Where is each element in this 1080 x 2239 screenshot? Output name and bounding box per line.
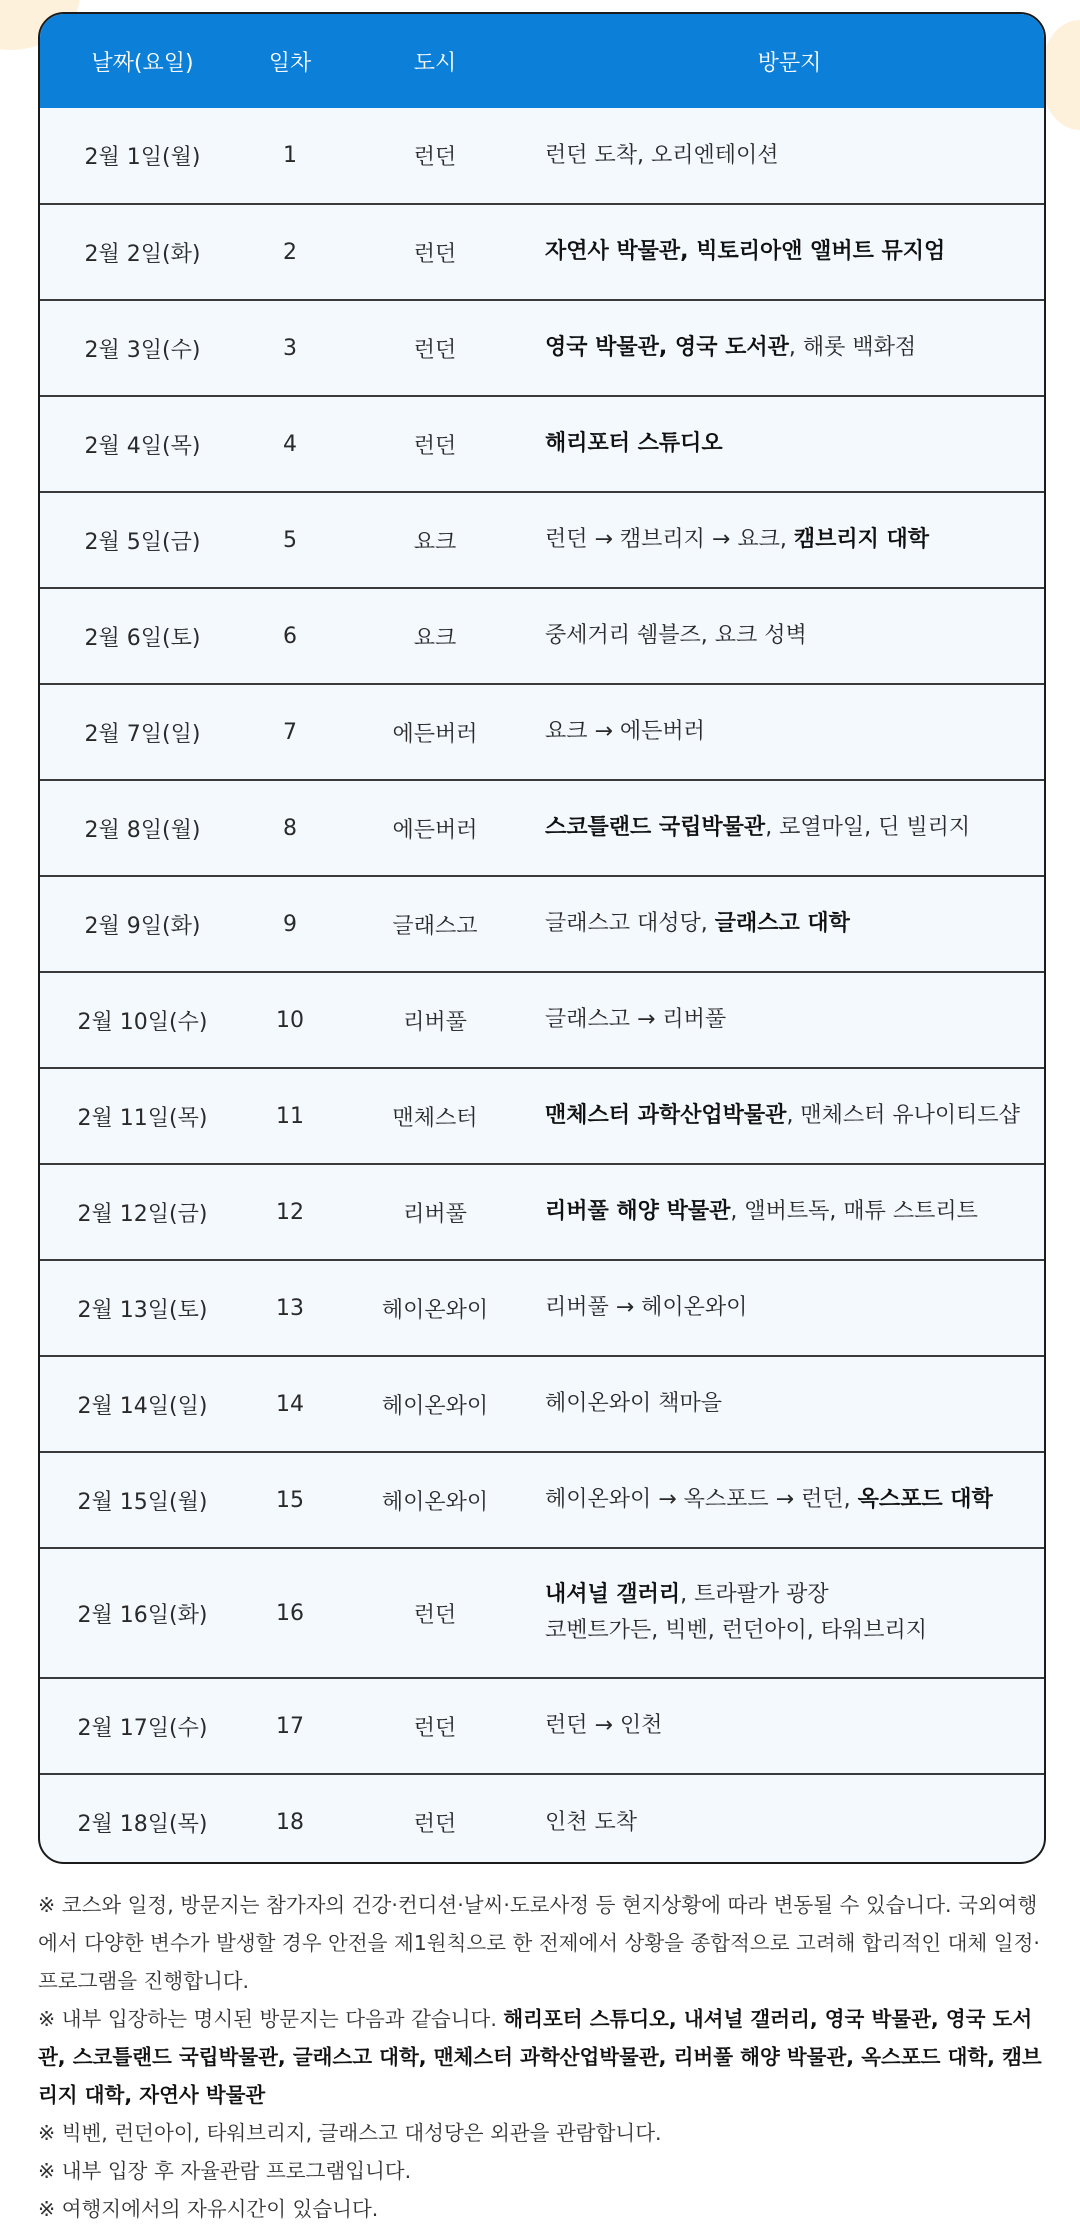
places-cell: [535, 1260, 1044, 1356]
table-row: [40, 876, 1044, 972]
places-line: [545, 138, 1044, 174]
places-line: [545, 234, 1044, 270]
day-number-cell: 17: [276, 1713, 304, 1739]
note-text: ※ 내부 입장하는 명시된 방문지는 다음과 같습니다.: [38, 2007, 504, 2031]
place-highlight: 내셔널 갤러리: [545, 1582, 681, 1607]
table-row: [40, 1356, 1044, 1452]
date-cell: 2월 5일(금): [84, 529, 201, 555]
places-line: [545, 426, 1044, 462]
day-number-cell: 16: [276, 1600, 304, 1626]
table-row: [40, 204, 1044, 300]
city-cell: 글래스고: [392, 913, 478, 939]
places-line: [545, 1386, 1044, 1422]
places-line: [545, 1098, 1044, 1134]
places-line: [545, 1805, 1044, 1841]
table-row: [40, 1164, 1044, 1260]
day-number-cell: 1: [283, 143, 297, 168]
place-text: 헤이온와이 → 옥스포드 → 런던,: [545, 1487, 858, 1512]
date-cell: 2월 17일(수): [77, 1715, 208, 1741]
places-cell: [535, 1356, 1044, 1452]
table-header: [40, 14, 1044, 108]
date-cell: 2월 6일(토): [84, 625, 201, 651]
place-highlight: 글래스고 대학: [714, 911, 850, 936]
note-paragraph: [38, 1886, 1048, 2000]
places-cell: [535, 588, 1044, 684]
header-date: 날짜(요일): [91, 50, 194, 76]
table-row: [40, 300, 1044, 396]
place-highlight: 옥스포드 대학: [857, 1487, 993, 1512]
places-cell: [535, 396, 1044, 492]
day-number-cell: 10: [276, 1007, 304, 1033]
table-row: [40, 396, 1044, 492]
date-cell: 2월 13일(토): [77, 1297, 208, 1323]
day-number-cell: 15: [276, 1487, 304, 1513]
table-row: [40, 684, 1044, 780]
day-number-cell: 12: [276, 1199, 304, 1225]
place-text: 글래스고 대성당,: [545, 911, 715, 936]
note-paragraph: [38, 2152, 1048, 2190]
itinerary-table: [40, 14, 1044, 1864]
city-cell: 런던: [413, 145, 457, 170]
table-row: [40, 1774, 1044, 1864]
places-line: [545, 1708, 1044, 1744]
day-number-cell: 3: [283, 335, 297, 361]
places-line: [545, 1002, 1044, 1038]
city-cell: 요크: [413, 625, 457, 651]
place-highlight: 자연사 박물관, 빅토리아앤 앨버트 뮤지엄: [545, 239, 946, 264]
place-text: , 앨버트독, 매튜 스트리트: [730, 1199, 978, 1224]
day-number-cell: 18: [276, 1810, 304, 1835]
date-cell: 2월 12일(금): [77, 1201, 208, 1227]
day-number-cell: 14: [276, 1391, 304, 1417]
date-cell: 2월 8일(월): [84, 817, 201, 843]
city-cell: 런던: [413, 433, 457, 459]
city-cell: 헤이온와이: [381, 1297, 489, 1323]
header-place: 방문지: [757, 50, 822, 76]
places-line: [545, 1194, 1044, 1230]
date-cell: 2월 4일(목): [84, 433, 201, 459]
note-text: ※ 코스와 일정, 방문지는 참가자의 건강·컨디션·날씨·도로사정 등 현지상황에 따라 변동될 수 있습니다. 국외여행에서 다양한 변수가 발생할 경우 안전을 제1원칙으로 한 전제에서 상황을 종합적으로 고려해 합리적인 대체 일정·프로그램을 진행합니다.: [38, 1893, 1040, 1993]
place-highlight: 영국 박물관, 영국 도서관: [545, 335, 789, 360]
place-text: , 트라팔가 광장: [680, 1582, 829, 1607]
places-line: [545, 618, 1044, 654]
place-highlight: 리버풀 해양 박물관: [545, 1199, 731, 1224]
places-cell: [535, 972, 1044, 1068]
decorative-blob: [1040, 20, 1080, 130]
table-row: [40, 780, 1044, 876]
note-paragraph: [38, 2114, 1048, 2152]
place-text: 중세거리 쉠블즈, 요크 성벽: [545, 623, 807, 648]
places-cell: [535, 876, 1044, 972]
day-number-cell: 4: [283, 431, 297, 457]
places-cell: [535, 204, 1044, 300]
place-text: , 맨체스터 유나이티드샵: [786, 1103, 1020, 1128]
date-cell: 2월 1일(월): [84, 145, 201, 170]
date-cell: 2월 15일(월): [77, 1489, 208, 1515]
day-number-cell: 13: [276, 1295, 304, 1321]
city-cell: 런던: [413, 1715, 457, 1741]
places-line: [545, 330, 1044, 366]
place-text: 글래스고 → 리버풀: [545, 1007, 727, 1032]
place-text: 코벤트가든, 빅벤, 런던아이, 타워브리지: [545, 1618, 927, 1643]
places-line: [545, 1482, 1044, 1518]
note-paragraph: [38, 2000, 1048, 2114]
header-city: 도시: [413, 50, 457, 76]
header-day: 일차: [268, 50, 312, 76]
table-row: [40, 492, 1044, 588]
place-text: 런던 → 캠브리지 → 요크,: [545, 527, 794, 552]
city-cell: 헤이온와이: [381, 1393, 489, 1419]
table-row: [40, 108, 1044, 204]
table-body: [40, 108, 1044, 1864]
place-highlight: 맨체스터 과학산업박물관: [545, 1103, 787, 1128]
place-text: 요크 → 에든버러: [545, 719, 705, 744]
note-highlight: 해리포터 스튜디오, 내셔널 갤러리, 영국 박물관, 영국 도서관, 스코틀랜드 국립박물관, 글래스고 대학, 맨체스터 과학산업박물관, 리버풀 해양 박물관, 옥스포드 대학, 캠브리지 대학, 자연사 박물관: [38, 2007, 1042, 2107]
places-cell: [535, 684, 1044, 780]
city-cell: 런던: [413, 337, 457, 363]
places-cell: [535, 1164, 1044, 1260]
date-cell: 2월 16일(화): [77, 1602, 208, 1628]
places-cell: [535, 300, 1044, 396]
places-cell: [535, 108, 1044, 204]
places-line: [545, 810, 1044, 846]
note-text: ※ 여행지에서의 자유시간이 있습니다.: [38, 2197, 379, 2221]
places-cell: [535, 1548, 1044, 1678]
place-highlight: 캠브리지 대학: [793, 527, 930, 552]
city-cell: 에든버러: [392, 721, 478, 747]
note-text: ※ 빅벤, 런던아이, 타워브리지, 글래스고 대성당은 외관을 관람합니다.: [38, 2121, 662, 2145]
date-cell: 2월 14일(일): [77, 1393, 208, 1419]
city-cell: 런던: [413, 1812, 457, 1837]
day-number-cell: 8: [283, 815, 297, 841]
day-number-cell: 5: [283, 527, 297, 553]
places-line: [545, 1577, 1044, 1613]
place-highlight: 해리포터 스튜디오: [545, 431, 723, 456]
date-cell: 2월 10일(수): [77, 1009, 208, 1035]
table-row: [40, 1678, 1044, 1774]
city-cell: 리버풀: [403, 1201, 467, 1227]
place-text: 런던 도착, 오리엔테이션: [545, 142, 779, 168]
table-row: [40, 972, 1044, 1068]
places-cell: [535, 1452, 1044, 1548]
place-text: 인천 도착: [545, 1809, 638, 1835]
place-highlight: 스코틀랜드 국립박물관: [545, 815, 766, 840]
note-text: ※ 내부 입장 후 자율관람 프로그램입니다.: [38, 2159, 412, 2183]
day-number-cell: 7: [283, 719, 297, 745]
places-cell: [535, 1068, 1044, 1164]
places-line: [545, 1290, 1044, 1326]
itinerary-table-card: [38, 12, 1046, 1864]
date-cell: 2월 2일(화): [84, 241, 201, 267]
place-text: 헤이온와이 책마을: [545, 1391, 723, 1416]
day-number-cell: 6: [283, 623, 297, 649]
table-row: [40, 1548, 1044, 1678]
places-cell: [535, 1678, 1044, 1774]
place-text: 리버풀 → 헤이온와이: [545, 1295, 748, 1320]
note-paragraph: [38, 2190, 1048, 2228]
places-line: [545, 522, 1044, 558]
city-cell: 에든버러: [392, 817, 478, 843]
places-cell: [535, 492, 1044, 588]
city-cell: 헤이온와이: [381, 1489, 489, 1515]
date-cell: 2월 9일(화): [84, 913, 201, 939]
date-cell: 2월 11일(목): [77, 1105, 208, 1131]
places-cell: [535, 1774, 1044, 1864]
day-number-cell: 11: [276, 1103, 304, 1129]
date-cell: 2월 7일(일): [84, 721, 201, 747]
city-cell: 런던: [413, 1602, 457, 1628]
place-text: 런던 → 인천: [545, 1713, 663, 1738]
table-row: [40, 1452, 1044, 1548]
table-row: [40, 588, 1044, 684]
notes-section: [38, 1886, 1048, 2228]
date-cell: 2월 18일(목): [77, 1812, 208, 1837]
place-text: , 해롯 백화점: [788, 335, 917, 360]
city-cell: 리버풀: [403, 1009, 467, 1035]
city-cell: 런던: [413, 241, 457, 267]
places-line: [545, 906, 1044, 942]
day-number-cell: 2: [283, 239, 297, 265]
city-cell: 맨체스터: [392, 1105, 478, 1131]
places-line: [545, 1613, 1044, 1649]
header-row: [40, 14, 1044, 108]
table-row: [40, 1260, 1044, 1356]
place-text: , 로열마일, 딘 빌리지: [765, 815, 971, 840]
places-line: [545, 714, 1044, 750]
city-cell: 요크: [413, 529, 457, 555]
day-number-cell: 9: [283, 911, 297, 937]
table-row: [40, 1068, 1044, 1164]
date-cell: 2월 3일(수): [84, 337, 201, 363]
places-cell: [535, 780, 1044, 876]
